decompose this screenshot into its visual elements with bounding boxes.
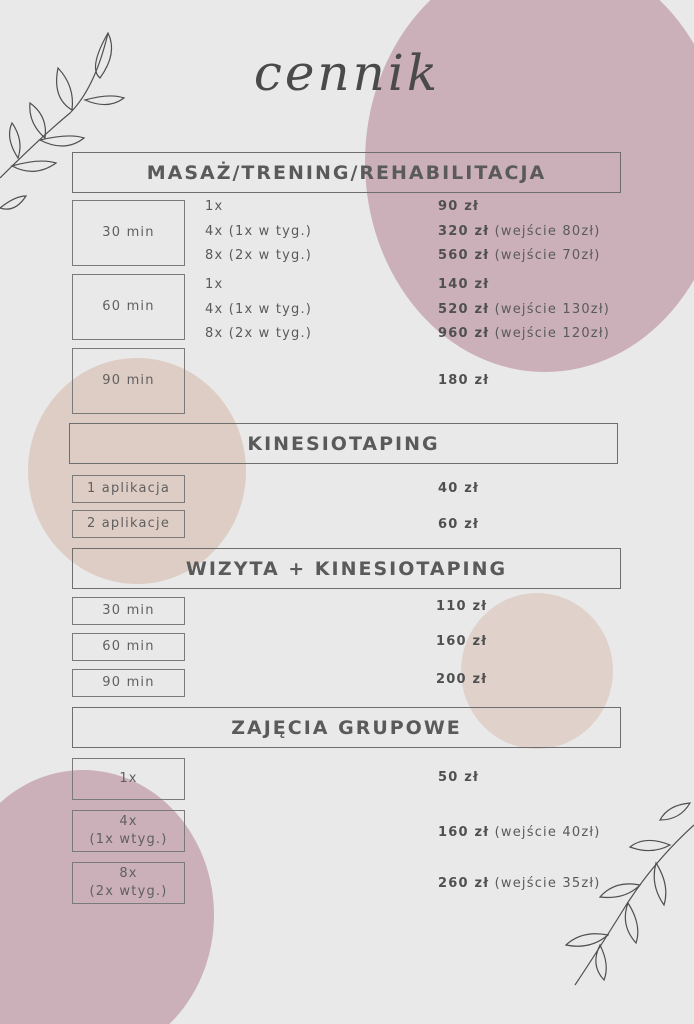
quantity-label: 8x (2x w tyg.) (205, 326, 313, 341)
price-note: (wejście 80zł) (494, 224, 601, 239)
price-item (438, 302, 610, 317)
price-item (436, 599, 487, 614)
price-item (438, 199, 479, 214)
price-value: 320 zł (438, 224, 490, 239)
option-box: 1 aplikacja (72, 475, 185, 503)
duration-box: 90 min (72, 669, 185, 697)
duration-box: 30 min (72, 597, 185, 625)
price-value: 140 zł (438, 277, 490, 292)
price-value: 60 zł (438, 517, 480, 532)
price-value: 160 zł (438, 825, 490, 840)
option-sublabel: (2x wtyg.) (89, 884, 168, 899)
duration-box: 90 min (72, 348, 185, 414)
option-sublabel: (1x wtyg.) (89, 832, 168, 847)
section-title-kinesiotaping: KINESIOTAPING (69, 423, 618, 464)
quantity-label: 1x (205, 199, 224, 214)
price-item (438, 224, 601, 239)
price-item (438, 248, 601, 263)
option-box: 2 aplikacje (72, 510, 185, 538)
price-item (438, 876, 601, 891)
price-value: 960 zł (438, 326, 490, 341)
price-value: 560 zł (438, 248, 490, 263)
quantity-label: 1x (205, 277, 224, 292)
option-box (72, 810, 185, 852)
price-item (438, 277, 489, 292)
duration-box: 30 min (72, 200, 185, 266)
price-item (438, 373, 489, 388)
option-box (72, 758, 185, 800)
quantity-label: 4x (1x w tyg.) (205, 224, 313, 239)
price-value: 40 zł (438, 481, 480, 496)
section-title-grupowe: ZAJĘCIA GRUPOWE (72, 707, 621, 748)
price-value: 160 zł (436, 634, 488, 649)
option-label: 8x (119, 866, 138, 882)
price-value: 50 zł (438, 770, 480, 785)
quantity-label: 8x (2x w tyg.) (205, 248, 313, 263)
option-box (72, 862, 185, 904)
price-value: 200 zł (436, 672, 488, 687)
section-title-masaz: MASAŻ/TRENING/REHABILITACJA (72, 152, 621, 193)
price-note: (wejście 35zł) (494, 876, 601, 891)
price-item (438, 481, 479, 496)
option-label: 4x (119, 814, 138, 830)
duration-box: 60 min (72, 274, 185, 340)
price-value: 110 zł (436, 599, 488, 614)
price-note: (wejście 120zł) (494, 326, 610, 341)
price-note: (wejście 70zł) (494, 248, 601, 263)
duration-box: 60 min (72, 633, 185, 661)
price-note: (wejście 40zł) (494, 825, 601, 840)
price-item (436, 634, 487, 649)
price-value: 260 zł (438, 876, 490, 891)
price-note: (wejście 130zł) (494, 302, 610, 317)
price-value: 180 zł (438, 373, 490, 388)
price-item (436, 672, 487, 687)
price-value: 90 zł (438, 199, 480, 214)
quantity-label: 4x (1x w tyg.) (205, 302, 313, 317)
section-title-wizyta: WIZYTA + KINESIOTAPING (72, 548, 621, 589)
price-item (438, 825, 601, 840)
page-title: cennik (253, 44, 441, 102)
option-label: 1x (119, 771, 138, 787)
price-value: 520 zł (438, 302, 490, 317)
price-item (438, 326, 610, 341)
price-item (438, 517, 479, 532)
price-item (438, 770, 479, 785)
